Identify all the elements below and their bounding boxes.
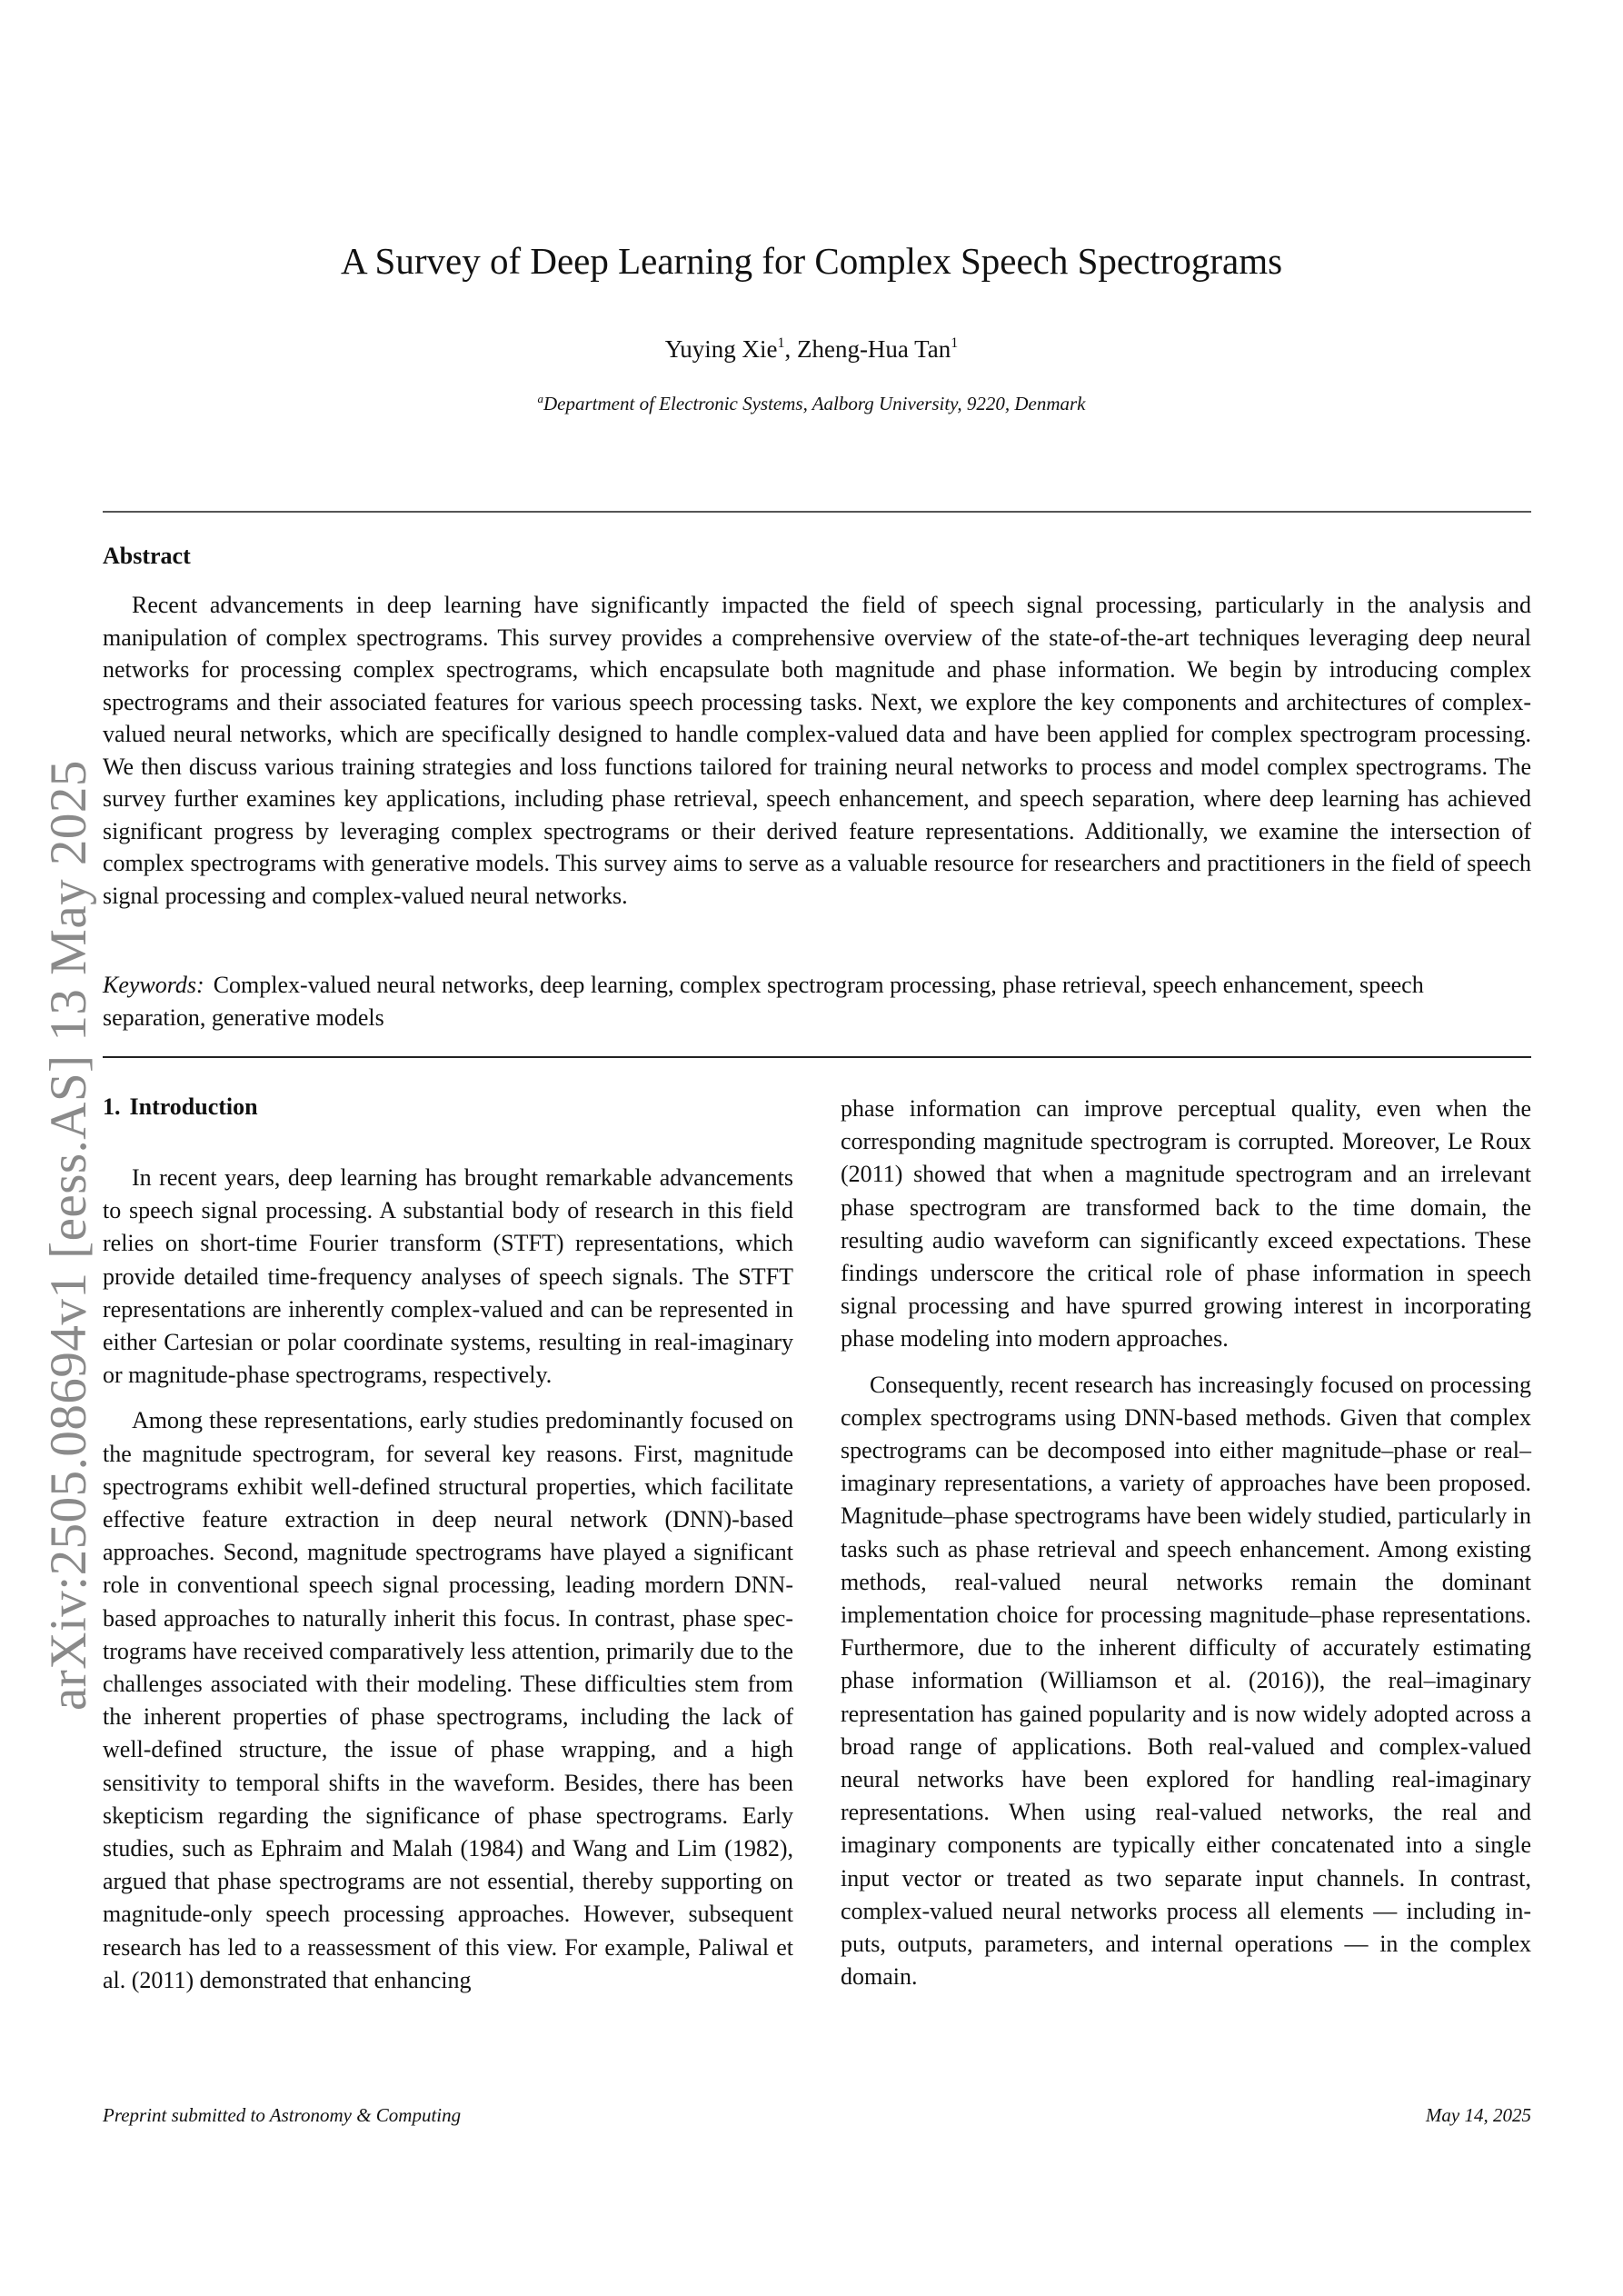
- body-paragraph: Consequently, recent research has increasingly focused on processing complex spectrograms using DNN-based methods. Given that complex spectrograms can be decomposed into either magnitude–phase or real–imaginary representations, a variety of approaches have been proposed. Magnitude–phase spectrograms have been widely studied, particularly in tasks such as phase retrieval and speech enhancement. Among existing methods, real-valued neural networks remain the dominant implementation choice for processing magnitude–phase representations. Furthermore, due to the inherent difficulty of accurately estimating phase information (Williamson et al. (2016)), the real–imaginary representation has gained popularity and is now widely adopted across a broad range of applications. Both real-valued and complex-valued neural networks have been explored for handling real-imaginary representations. When using real-valued networks, the real and imaginary components are typically either concatenated into a single input vector or treated as two separate input channels. In contrast, complex-valued neural networks process all elements — including inputs, outputs, parameters, and internal operations — in the complex domain.: [841, 1371, 1531, 1991]
- author-affiliation-mark: 1: [777, 335, 785, 351]
- section-heading: [103, 1093, 793, 1122]
- author-name: Zheng-Hua Tan: [796, 335, 951, 363]
- top-divider: [103, 511, 1531, 513]
- body-paragraph: In recent years, deep learning has brought remarkable advancements to speech signal processing. A substantial body of research in this field relies on short-time Fourier transform (STFT) representations, which provide detailed time-frequency analyses of speech signals. The STFT representations are inherently complex-valued and can be represented in either Cartesian or polar coordinate systems, resulting in real-imaginary or magnitude-phase spectrograms, respectively.: [103, 1164, 793, 1389]
- affiliation: [0, 391, 1623, 416]
- left-column: [103, 1093, 793, 1997]
- section-title: Introduction: [129, 1093, 258, 1120]
- affiliation-mark: a: [537, 392, 544, 405]
- author-separator: ,: [784, 335, 797, 363]
- arxiv-identifier-stamp: arXiv:2505.08694v1 [eess.AS] 13 May 2025: [40, 760, 97, 1711]
- affiliation-text: Department of Electronic Systems, Aalborg University, 9220, Denmark: [543, 393, 1086, 414]
- body-paragraph: Among these representations, early studies predominantly focused on the magnitude spectrogram, for several key reasons. First, magnitude spectrograms exhibit well-defined structural properties, which facilitate effective feature extraction in deep neural network (DNN)-based approaches. Second, magnitude spectrograms have played a significant role in conventional speech signal processing, leading mordern DNN-based approaches to naturally inherit this focus. In contrast, phase spectrograms have received comparatively less attention, primarily due to the challenges associated with their modeling. These difficulties stem from the inherent properties of phase spectrograms, including the lack of well-defined structure, the issue of phase wrapping, and a high sensitivity to temporal shifts in the waveform. Besides, there has been skepticism regarding the significance of phase spectrograms. Early studies, such as Ephraim and Malah (1984) and Wang and Lim (1982), argued that phase spectrograms are not essential, thereby supporting on magnitude-only speech processing approaches. However, subsequent research has led to a reassessment of this view. For example, Paliwal et al. (2011) demonstrated that enhancing: [103, 1407, 793, 1993]
- abstract-heading: Abstract: [103, 543, 191, 569]
- footer-date: May 14, 2025: [1425, 2104, 1531, 2126]
- keywords: [103, 969, 1531, 1034]
- section-number: 1.: [103, 1093, 121, 1120]
- author-affiliation-mark: 1: [951, 335, 959, 351]
- paper-title: A Survey of Deep Learning for Complex Speech Spectrograms: [340, 240, 1283, 282]
- footer-journal: Preprint submitted to Astronomy & Computing: [103, 2104, 462, 2126]
- bottom-divider: [103, 1056, 1531, 1058]
- keywords-label: Keywords:: [103, 972, 204, 998]
- keywords-text: Complex-valued neural networks, deep learning, complex spectrogram processing, phase retrieval, speech enhancement, speech separation, generative models: [103, 972, 1424, 1031]
- author-name: Yuying Xie: [664, 335, 778, 363]
- abstract-body: Recent advancements in deep learning have significantly impacted the field of speech signal processing, particularly in the analysis and manipulation of complex spectrograms. This survey provides a comprehensive overview of the state-of-the-art techniques leveraging deep neural networks for processing complex spectrograms, which encapsulate both magnitude and phase information. We begin by introducing complex spectrograms and their associated features for various speech processing tasks. Next, we explore the key components and architectures of complex-valued neural networks, which are specifically designed to handle complex-valued data and have been applied for complex spectrogram processing. We then discuss various training strategies and loss functions tailored for training neural networks to process and model complex spectrograms. The survey further examines key applications, including phase retrieval, speech enhancement, and speech separation, where deep learning has achieved significant progress by leveraging complex spectrograms or their derived feature representations. Additionally, we examine the intersection of complex spectrograms with generative models. This survey aims to serve as a valuable resource for researchers and practitioners in the field of speech signal processing and complex-valued neural networks.: [103, 592, 1531, 909]
- body-paragraph: phase information can improve perceptual quality, even when the corresponding magnitude spectrogram is corrupted. Moreover, Le Roux (2011) showed that when a magnitude spectrogram and an irrelevant phase spectrogram are transformed back to the time domain, the resulting audio waveform can significantly exceed expectations. These findings underscore the critical role of phase information in speech signal processing and have spurred growing interest in incorporating phase modeling into modern approaches.: [841, 1095, 1531, 1353]
- right-column: [841, 1093, 1531, 1993]
- author-list: [0, 333, 1623, 365]
